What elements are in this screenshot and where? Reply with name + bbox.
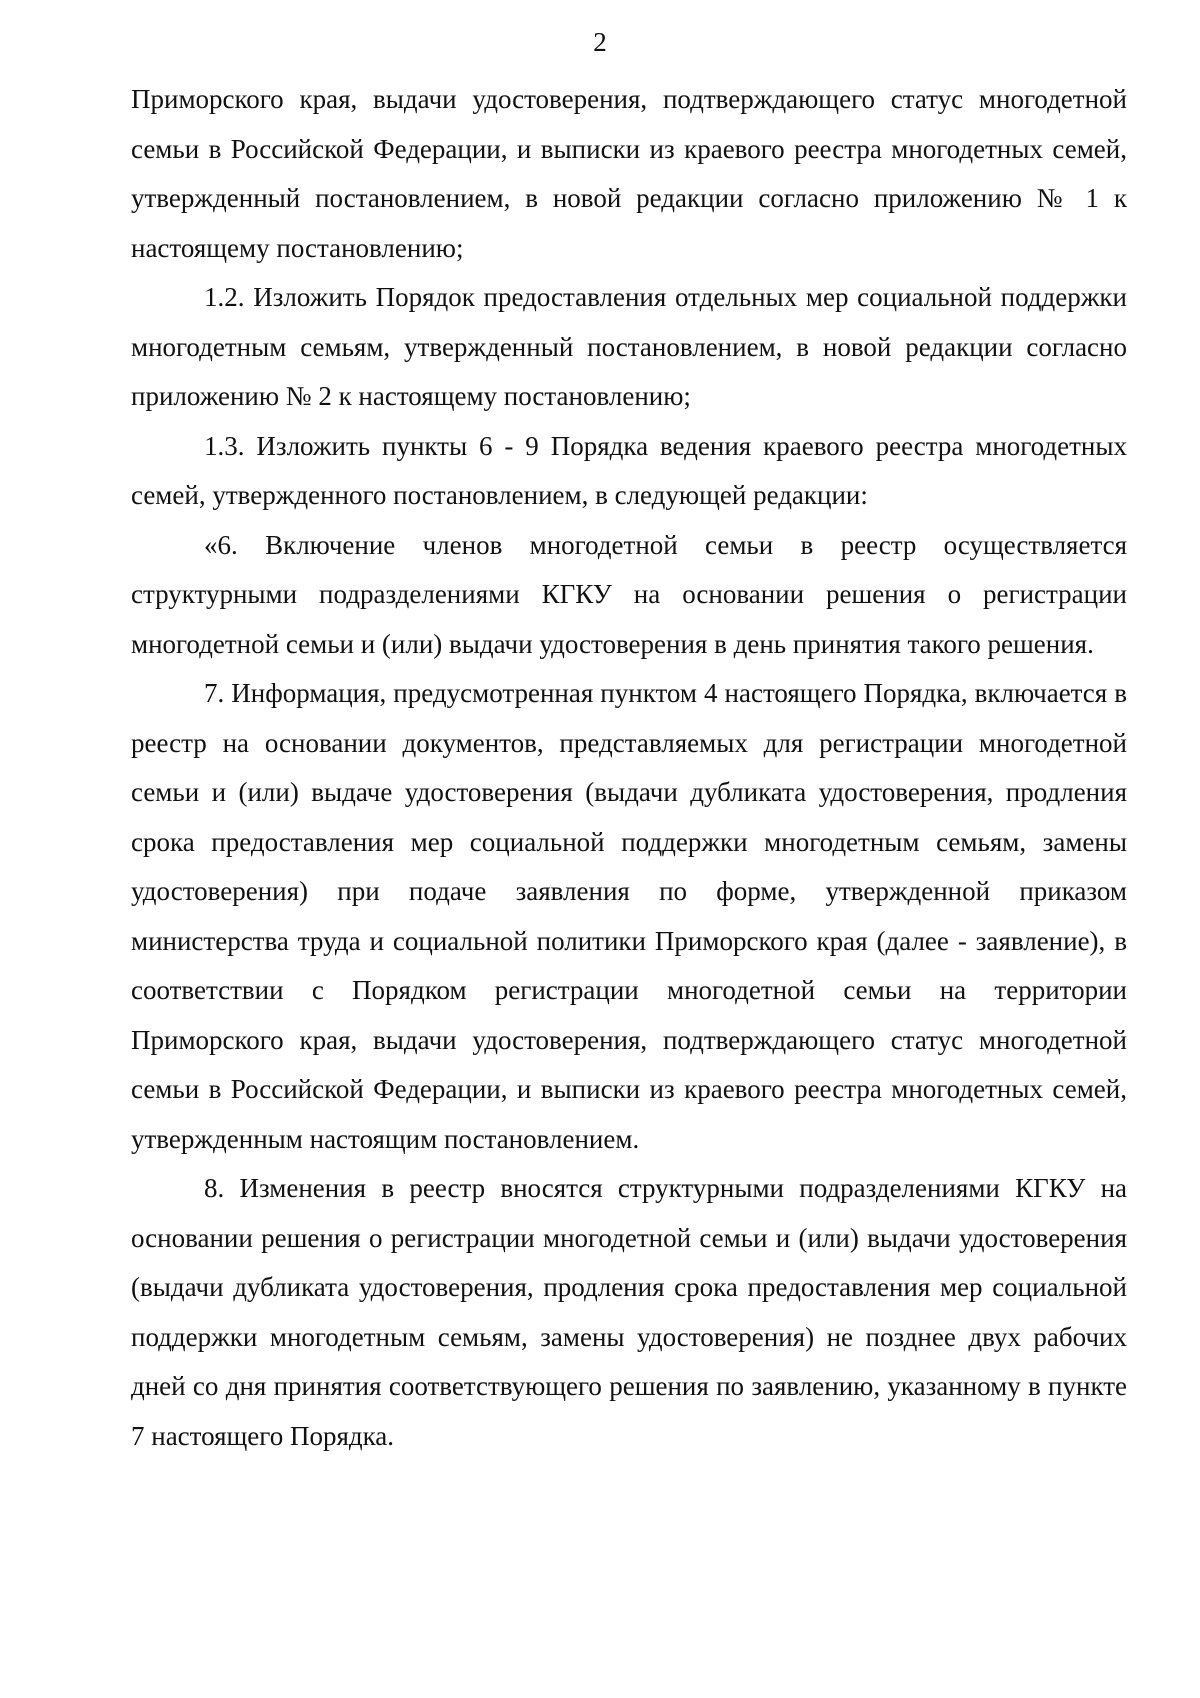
document-body [131,75,1127,1461]
paragraph-item-7: 7. Информация, предусмотренная пунктом 4 настоящего Порядка, включается в реестр на основании документов, представляемых для регистрации многодетной семьи и (или) выдаче удостоверения (выдачи дубликата удостоверения, продления срока предоставления мер социальной поддержки многодетным семьям, замены удостоверения) при подаче заявления по форме, утвержденной приказом министерства труда и социальной политики Приморского края (далее - заявление), в соответствии с Порядком регистрации многодетной семьи на территории Приморского края, выдачи удостоверения, подтверждающего статус многодетной семьи в Российской Федерации, и выписки из краевого реестра многодетных семей, утвержденным настоящим постановлением. [131,678,1127,1154]
paragraph-item-8: 8. Изменения в реестр вносятся структурными подразделениями КГКУ на основании решения о регистрации многодетной семьи и (или) выдачи удостоверения (выдачи дубликата удостоверения, продления срока предоставления мер социальной поддержки многодетным семьям, замены удостоверения) не позднее двух рабочих дней со дня принятия соответствующего решения по заявлению, указанному в пункте 7 настоящего Порядка. [131,1173,1127,1451]
page-number: 2 [593,27,607,57]
paragraph-1-2: 1.2. Изложить Порядок предоставления отдельных мер социальной поддержки многодетным семьям, утвержденный постановлением, в новой редакции согласно приложению № 2 к настоящему постановлению; [131,282,1127,411]
paragraph-continuation: Приморского края, выдачи удостоверения, подтверждающего статус многодетной семьи в Российской Федерации, и выписки из краевого реестра многодетных семей, утвержденный постановлением, в новой редакции согласно приложению № 1 к настоящему постановлению; [131,84,1127,263]
paragraph-item-6: «6. Включение членов многодетной семьи в реестр осуществляется структурными подразделениями КГКУ на основании решения о регистрации многодетной семьи и (или) выдачи удостоверения в день принятия такого решения. [131,529,1127,659]
paragraph-1-3: 1.3. Изложить пункты 6 - 9 Порядка ведения краевого реестра многодетных семей, утвержденного постановлением, в следующей редакции: [131,430,1127,510]
